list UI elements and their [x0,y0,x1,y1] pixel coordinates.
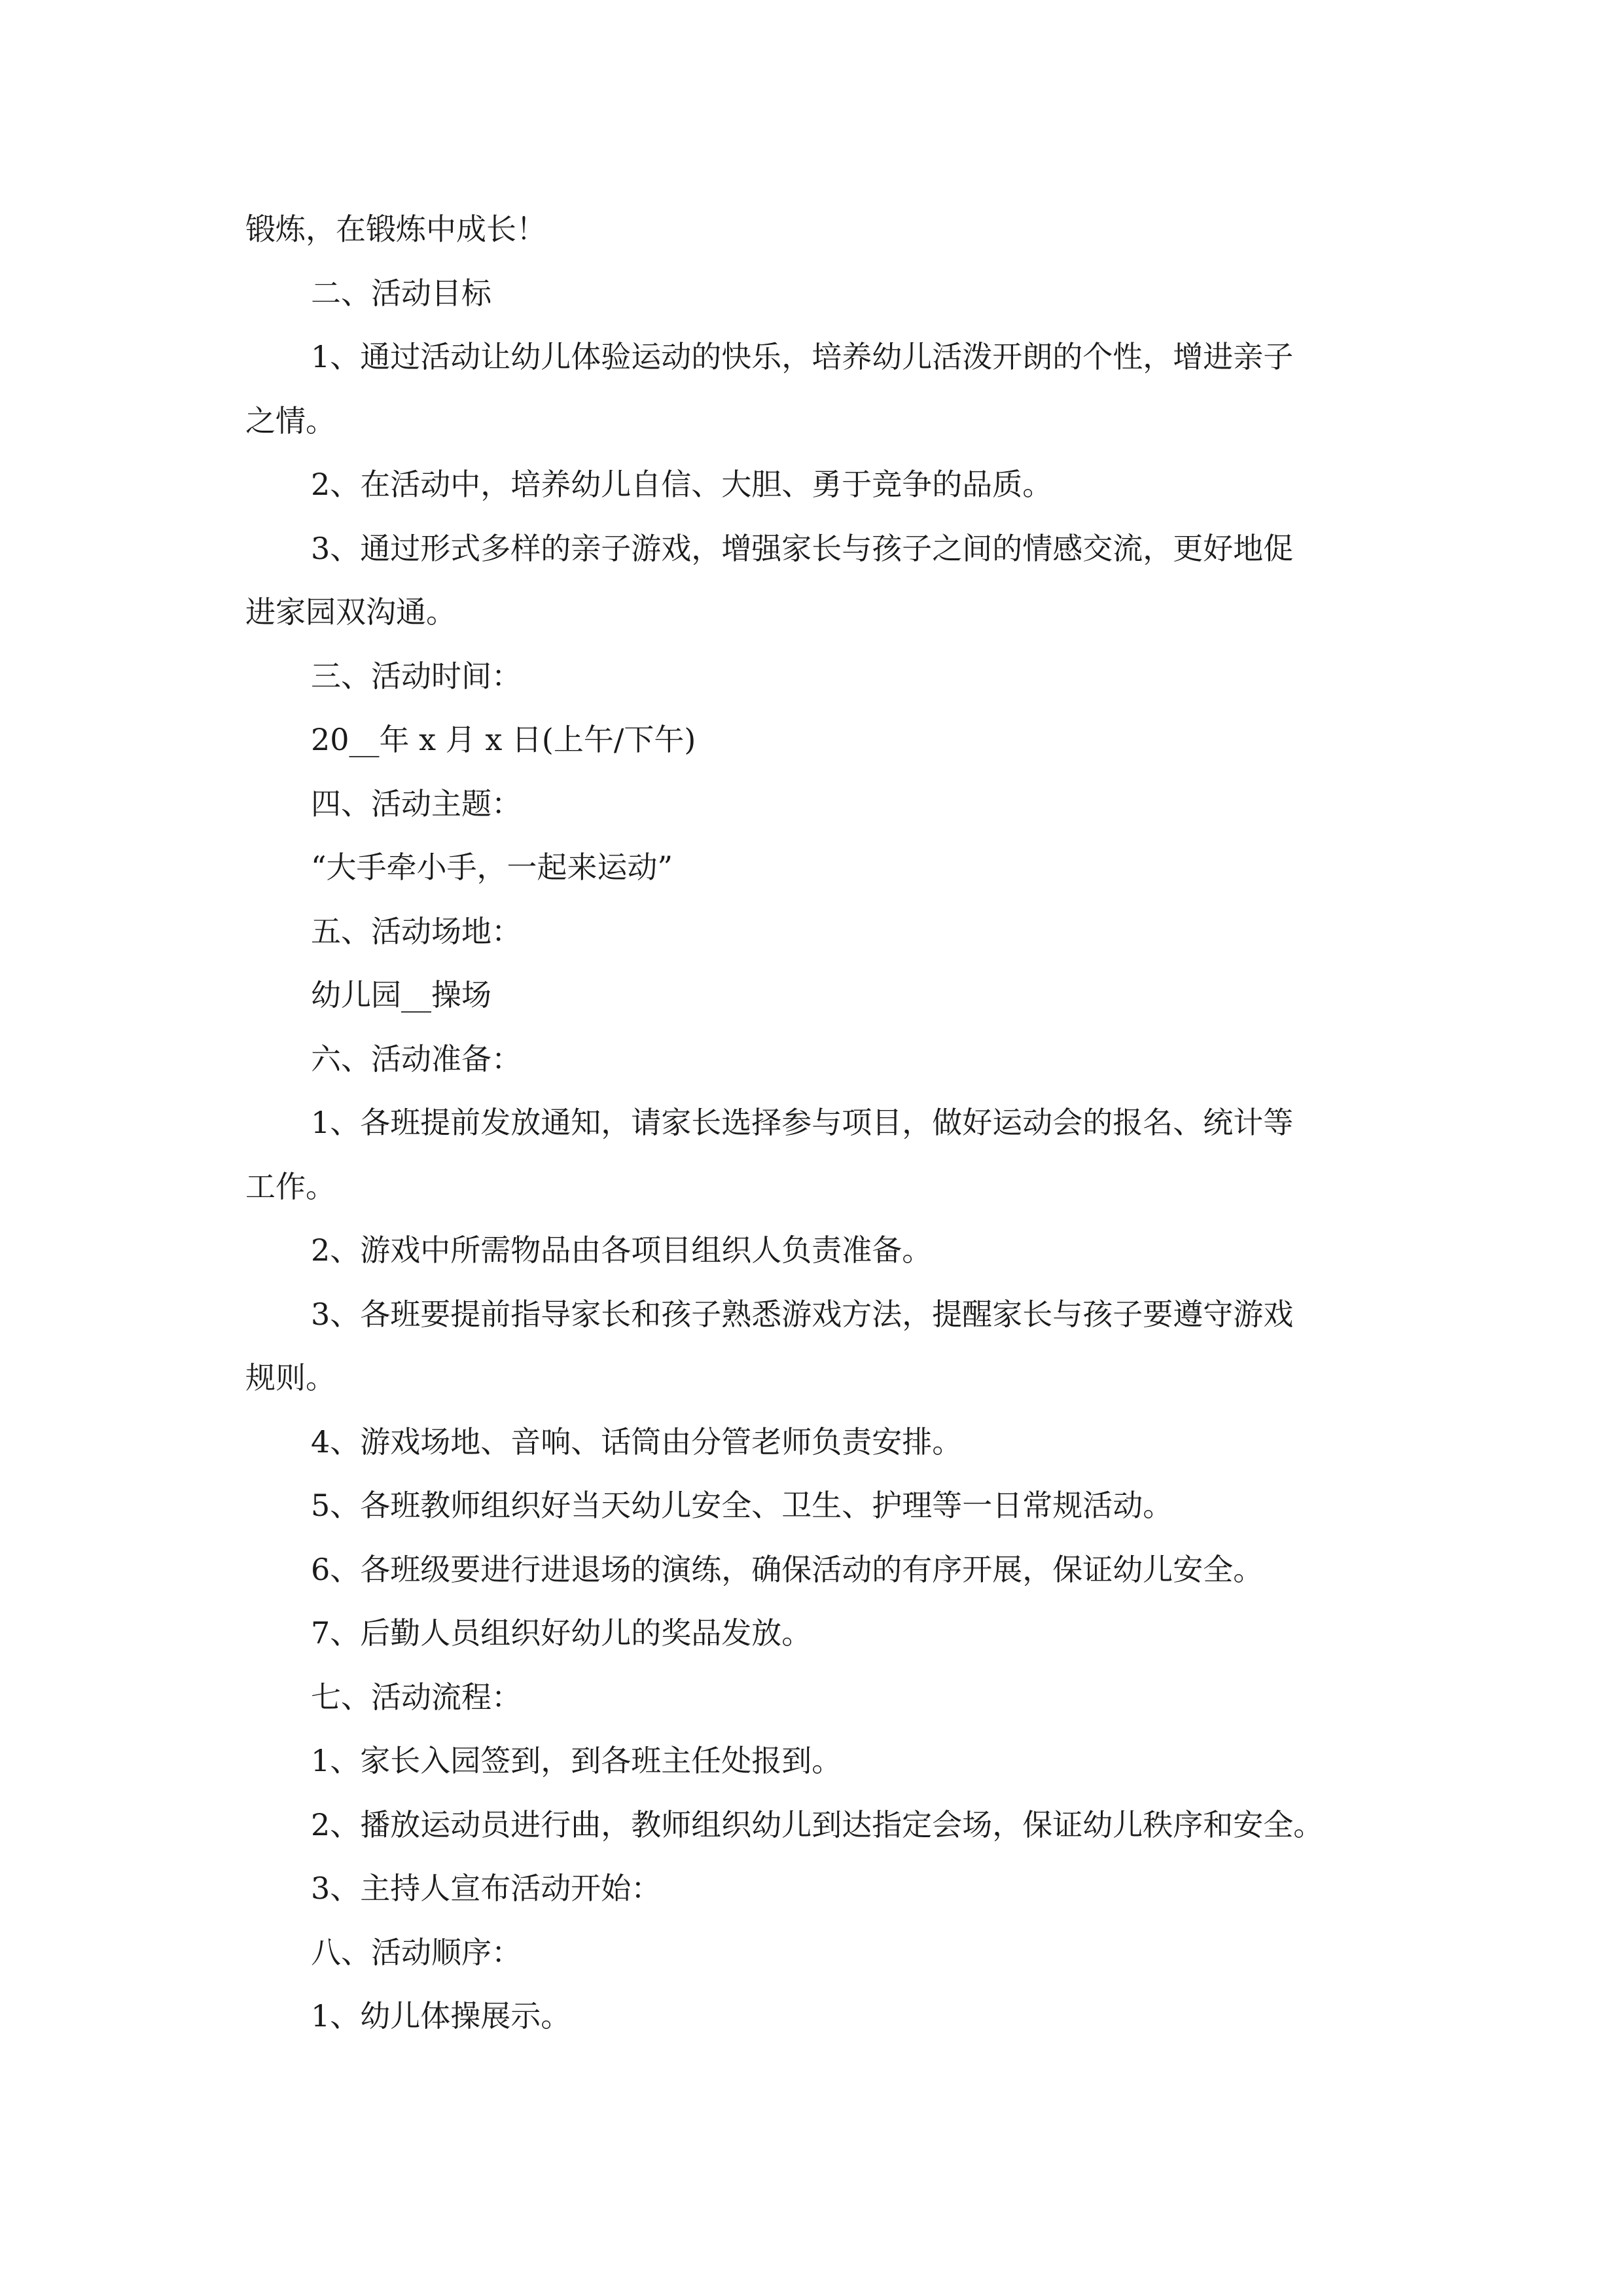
section-heading: 三、活动时间： [311,658,522,694]
section-heading: 八、活动顺序： [311,1934,522,1970]
text-line: 4、游戏场地、音响、话筒由分管老师负责安排。 [311,1424,963,1460]
text-line: 进家园双沟通。 [245,594,456,630]
text-line: 之情。 [245,403,336,439]
document-body [245,198,1397,2049]
text-line: 2、游戏中所需物品由各项目组织人负责准备。 [311,1232,933,1268]
text-line: 锻炼，在锻炼中成长！ [245,211,546,247]
text-line: 1、幼儿体操展示。 [311,1998,571,2034]
text-line: 3、各班要提前指导家长和孩子熟悉游戏方法，提醒家长与孩子要遵守游戏 [311,1296,1294,1332]
section-heading: 六、活动准备： [311,1041,522,1077]
text-line: 规则。 [245,1360,336,1395]
text-line: 1、通过活动让幼儿体验运动的快乐，培养幼儿活泼开朗的个性，增进亲子 [311,339,1294,374]
text-line: 2、在活动中，培养幼儿自信、大胆、勇于竞争的品质。 [311,467,1053,502]
text-line: 工作。 [245,1168,336,1204]
section-heading: 七、活动流程： [311,1679,522,1715]
text-line: “大手牵小手，一起来运动” [311,850,673,885]
text-line: 5、各班教师组织好当天幼儿安全、卫生、护理等一日常规活动。 [311,1488,1173,1523]
text-line: 幼儿园__操场 [311,977,491,1013]
text-line: 2、播放运动员进行曲，教师组织幼儿到达指定会场，保证幼儿秩序和安全。 [311,1806,1324,1842]
text-line: 1、各班提前发放通知，请家长选择参与项目，做好运动会的报名、统计等 [311,1105,1294,1140]
text-line: 3、主持人宣布活动开始： [311,1871,662,1906]
section-heading: 二、活动目标 [311,275,491,311]
section-heading: 五、活动场地： [311,913,522,949]
text-line: 7、后勤人员组织好幼儿的奖品发放。 [311,1615,812,1651]
text-line: 6、各班级要进行进退场的演练，确保活动的有序开展，保证幼儿安全。 [311,1551,1264,1587]
text-line: 3、通过形式多样的亲子游戏，增强家长与孩子之间的情感交流，更好地促 [311,530,1294,566]
section-heading: 四、活动主题： [311,785,522,821]
text-line: 1、家长入园签到，到各班主任处报到。 [311,1743,842,1778]
text-line: 20__年 x 月 x 日(上午/下午) [311,722,696,757]
